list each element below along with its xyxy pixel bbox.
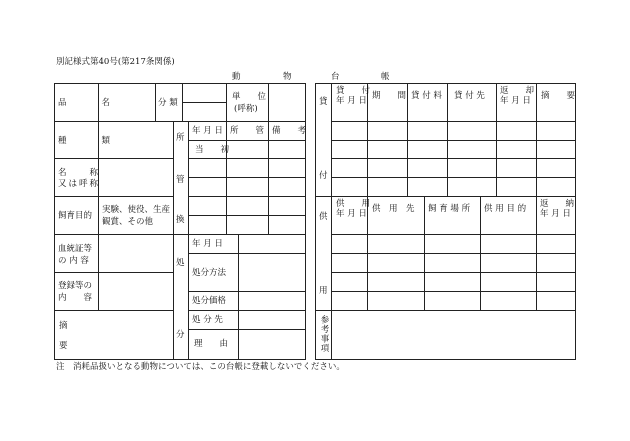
remarks-label: 参考事項 xyxy=(319,315,329,353)
custody-notes-header: 備 考 xyxy=(272,126,307,136)
disposal-char-1: 処 xyxy=(176,258,185,268)
custody-date-header: 年 月 日 xyxy=(192,126,223,136)
unit-sub-label: (呼称) xyxy=(234,104,258,114)
pedigree-label-2: の 内 容 xyxy=(58,256,89,266)
or-call-label: 又は呼称 xyxy=(58,179,101,189)
category-label: 分 類 xyxy=(158,98,178,108)
returned-date-header-2: 年 月 日 xyxy=(540,209,571,219)
disposal-char-2: 分 xyxy=(176,330,185,340)
custody-dept-header: 所 管 xyxy=(230,126,265,136)
pedigree-label-1: 血統証等 xyxy=(58,244,93,254)
title-char-4: 帳 xyxy=(381,72,390,82)
form-reference: 別記様式第40号(第217条関係) xyxy=(56,57,175,67)
use-char-2: 用 xyxy=(319,286,328,296)
custody-char-3: 換 xyxy=(176,215,185,225)
title-char-1: 動 xyxy=(232,72,241,82)
lending-date-header-1: 貸 付 xyxy=(336,86,371,96)
use-char-1: 供 xyxy=(319,212,328,222)
disposal-reason-label: 理 由 xyxy=(194,339,229,349)
title-char-3: 台 xyxy=(331,72,340,82)
custody-char-1: 所 xyxy=(176,133,185,143)
title-char-2: 物 xyxy=(283,72,292,82)
registration-label-1: 登録等の xyxy=(58,281,93,291)
use-purpose-header: 供 用 目 的 xyxy=(484,204,527,214)
breeding-place-header: 飼 育 場 所 xyxy=(428,204,471,214)
lending-date-header-2: 年 月 日 xyxy=(336,96,367,106)
use-date-header-2: 年 月 日 xyxy=(336,209,367,219)
unit-label: 単 位 xyxy=(232,92,267,102)
lending-char-1: 貸 xyxy=(319,97,328,107)
use-date-header-1: 供 用 xyxy=(336,199,371,209)
lending-summary-header: 摘 要 xyxy=(541,91,576,101)
registration-label-2: 内 容 xyxy=(58,293,93,303)
disposal-dest-label: 処 分 先 xyxy=(192,315,223,325)
lending-dest-header: 貸 付 先 xyxy=(454,91,485,101)
lending-fee-header: 貸 付 料 xyxy=(411,91,442,101)
footnote: 注 消耗品扱いとなる動物については、この台帳に登載しないでください。 xyxy=(56,362,345,372)
item-name-label: 品 名 xyxy=(58,98,117,108)
name-label: 名 称 xyxy=(58,168,101,178)
return-date-header-2: 年 月 日 xyxy=(500,96,531,106)
summary-char-1: 摘 xyxy=(59,321,68,331)
use-dest-header: 供 用 先 xyxy=(372,204,415,214)
initial-label: 当 初 xyxy=(195,145,230,155)
lending-char-2: 付 xyxy=(319,171,328,181)
purpose-value-1: 実験、使役、生産 xyxy=(102,205,171,215)
purpose-value-2: 観賞、その他 xyxy=(102,217,154,227)
summary-char-2: 要 xyxy=(59,341,68,351)
disposal-date-label: 年 月 日 xyxy=(192,239,223,249)
disposal-price-label: 処分価格 xyxy=(192,296,227,306)
disposal-method-label: 処分方法 xyxy=(192,268,227,278)
returned-date-header-1: 返 納 xyxy=(540,199,575,209)
custody-char-2: 管 xyxy=(176,175,185,185)
kind-label: 種 類 xyxy=(58,136,117,146)
purpose-label: 飼育目的 xyxy=(58,211,93,221)
lending-period-header: 期 間 xyxy=(372,91,407,101)
return-date-header-1: 返 却 xyxy=(500,86,535,96)
